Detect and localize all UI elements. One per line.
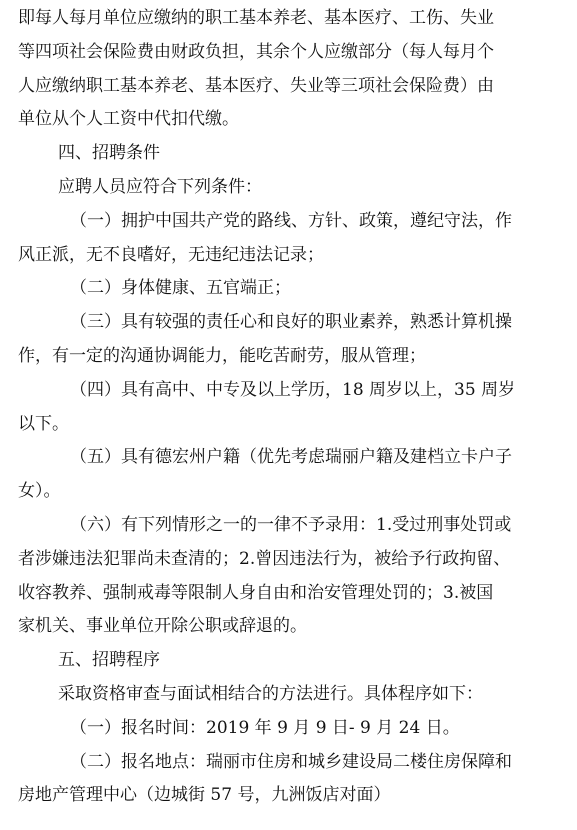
- procedure-item-1: （一）报名时间：2019 年 9 月 9 日- 9 月 24 日。: [70, 717, 460, 738]
- section-heading-recruitment-procedure: 五、招聘程序: [58, 650, 160, 671]
- condition-item-3: （三）具有较强的责任心和良好的职业素养，熟悉计算机操: [70, 312, 512, 333]
- paragraph-line: 作，有一定的沟通协调能力，能吃苦耐劳，服从管理；: [18, 345, 426, 366]
- condition-item-6: （六）有下列情形之一的一律不予录用：1.受过刑事处罚或: [70, 514, 512, 535]
- paragraph-line: 应聘人员应符合下列条件：: [58, 176, 262, 197]
- paragraph-line: 房地产管理中心（边城街 57 号，九洲饭店对面）: [18, 785, 391, 806]
- paragraph-line: 家机关、事业单位开除公职或辞退的。: [18, 616, 307, 637]
- condition-item-5: （五）具有德宏州户籍（优先考虑瑞丽户籍及建档立卡户子: [70, 447, 512, 468]
- condition-item-4: （四）具有高中、中专及以上学历，18 周岁以上，35 周岁: [70, 379, 516, 400]
- paragraph-line: 等四项社会保险费由财政负担，其余个人应缴部分（每人每月个: [18, 41, 494, 62]
- condition-item-2: （二）身体健康、五官端正；: [70, 278, 291, 299]
- paragraph-line: 女）。: [18, 481, 61, 502]
- section-heading-recruitment-conditions: 四、招聘条件: [58, 143, 160, 164]
- paragraph-line: 采取资格审查与面试相结合的方法进行。具体程序如下：: [58, 683, 483, 704]
- condition-item-1: （一）拥护中国共产党的路线、方针、政策，遵纪守法，作: [70, 210, 512, 231]
- paragraph-line: 收容教养、强制戒毒等限制人身自由和治安管理处罚的；3.被国: [18, 582, 494, 603]
- document-body: [18, 2, 566, 813]
- paragraph-line: 以下。: [18, 413, 69, 434]
- paragraph-line: 风正派，无不良嗜好，无违纪违法记录；: [18, 244, 324, 265]
- paragraph-line: 者涉嫌违法犯罪尚未查清的；2.曾因违法行为，被给予行政拘留、: [18, 548, 511, 569]
- paragraph-line: 人应缴纳职工基本养老、基本医疗、失业等三项社会保险费）由: [18, 75, 494, 96]
- procedure-item-2: （二）报名地点：瑞丽市住房和城乡建设局二楼住房保障和: [70, 751, 512, 772]
- paragraph-line: 即每人每月单位应缴纳的职工基本养老、基本医疗、工伤、失业: [18, 8, 494, 28]
- paragraph-line: 单位从个人工资中代扣代缴。: [18, 109, 239, 130]
